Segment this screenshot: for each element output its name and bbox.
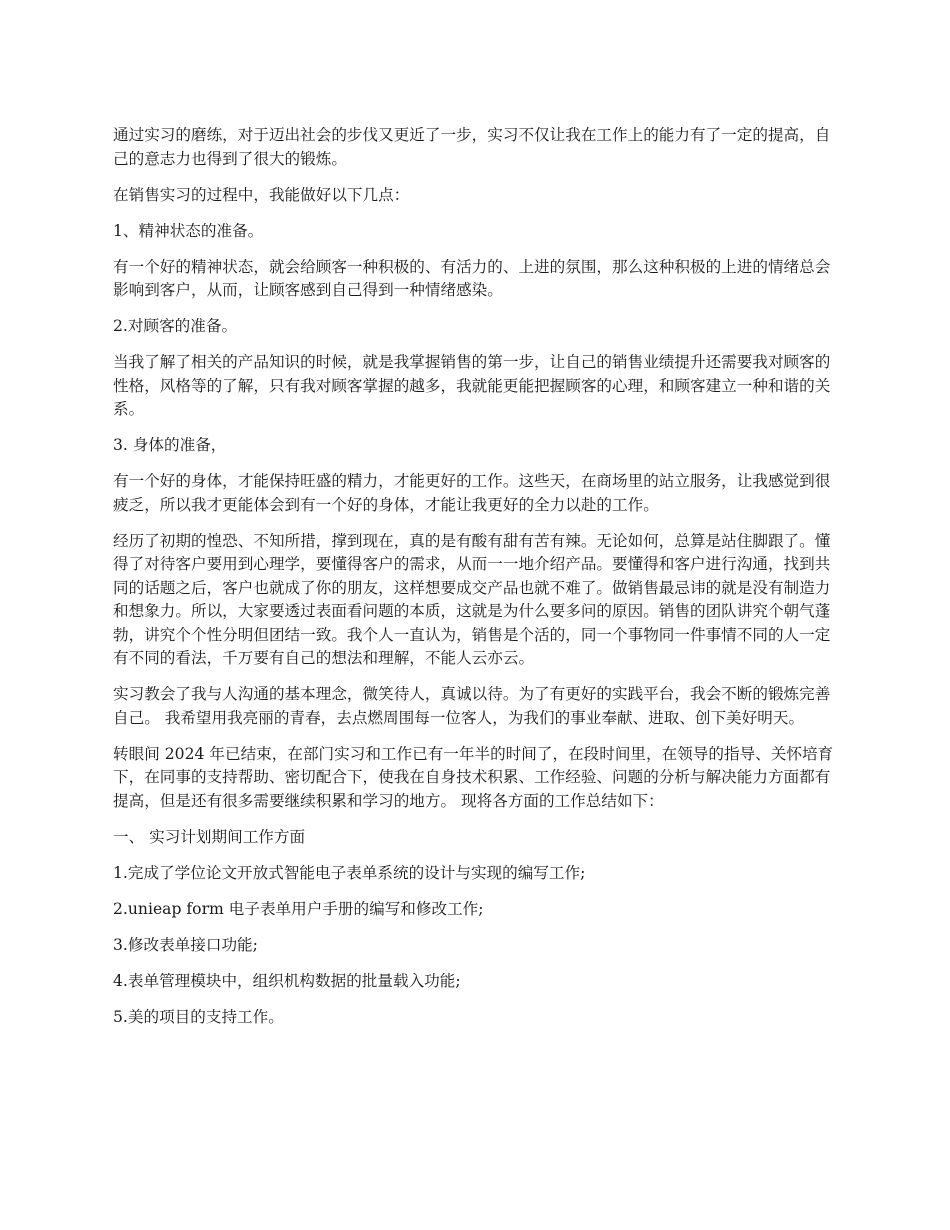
paragraph-sales-points-lead: 在销售实习的过程中，我能做好以下几点：: [113, 185, 410, 204]
list-item-5: 5.美的项目的支持工作。: [113, 1007, 284, 1026]
list-item-1: 1.完成了学位论文开放式智能电子表单系统的设计与实现的编写工作;: [113, 863, 586, 882]
list-item-2: 2.unieap form 电子表单用户手册的编写和修改工作;: [113, 899, 484, 918]
paragraph-intro: 通过实习的磨练，对于迈出社会的步伐又更近了一步，实习不仅让我在工作上的能力有了一定的提高，自己的意志力也得到了很大的锻炼。: [113, 126, 831, 168]
heading-work-plan: 一、 实习计划期间工作方面: [113, 827, 306, 846]
heading-mental-preparation: 1、精神状态的准备。: [113, 221, 264, 240]
paragraph-year-summary: 转眼间 2024 年已结束，在部门实习和工作已有一年半的时间了，在段时间里，在领导的指导、关怀培育下，在同事的支持帮助、密切配合下，使我在自身技术积累、工作经验、问题的分析与解决能力方面都有提高，但是还有很多需要继续积累和学习的地方。 现将各方面的工作总结如下：: [113, 744, 834, 810]
heading-physical-preparation: 3. 身体的准备，: [113, 436, 227, 454]
paragraph-communication: 实习教会了我与人沟通的基本理念，微笑待人，真诚以待。为了有更好的实践平台，我会不断的锻炼完善自己。 我希望用我亮丽的青春，去点燃周围每一位客人，为我们的事业奉献、进取、创下美好明天。: [113, 685, 831, 727]
paragraph-experience: 经历了初期的惶恐、不知所措，撑到现在，真的是有酸有甜有苦有辣。无论如何，总算是站住脚跟了。懂得了对待客户要用到心理学，要懂得客户的需求，从而一一地介绍产品。要懂得和客户进行沟通，找到共同的话题之后，客户也就成了你的朋友，这样想要成交产品也就不难了。做销售最忌讳的就是没有制造力和想象力。所以，大家要透过表面看问题的本质，这就是为什么要多问的原因。销售的团队讲究个朝气蓬勃，讲究个个性分明但团结一致。我个人一直认为，销售是个活的，同一个事物同一件事情不同的人一定有不同的看法，千万要有自己的想法和理解，不能人云亦云。: [113, 531, 831, 667]
paragraph-mental-state: 有一个好的精神状态，就会给顾客一种积极的、有活力的、上进的氛围，那么这种积极的上进的情绪总会影响到客户，从而，让顾客感到自己得到一种情绪感染。: [113, 257, 831, 299]
list-item-4: 4.表单管理模块中，组织机构数据的批量载入功能;: [113, 971, 461, 990]
document-body: [113, 124, 841, 1042]
paragraph-physical-health: 有一个好的身体，才能保持旺盛的精力，才能更好的工作。这些天，在商场里的站立服务，让我感觉到很疲乏，所以我才更能体会到有一个好的身体，才能让我更好的全力以赴的工作。: [113, 472, 831, 514]
paragraph-customer-knowledge: 当我了解了相关的产品知识的时候，就是我掌握销售的第一步，让自己的销售业绩提升还需要我对顾客的性格，风格等的了解，只有我对顾客掌握的越多，我就能更能把握顾客的心理，和顾客建立一种和谐的关系。: [113, 353, 831, 418]
list-item-3: 3.修改表单接口功能;: [113, 935, 258, 954]
heading-customer-preparation: 2.对顾客的准备。: [113, 317, 238, 335]
